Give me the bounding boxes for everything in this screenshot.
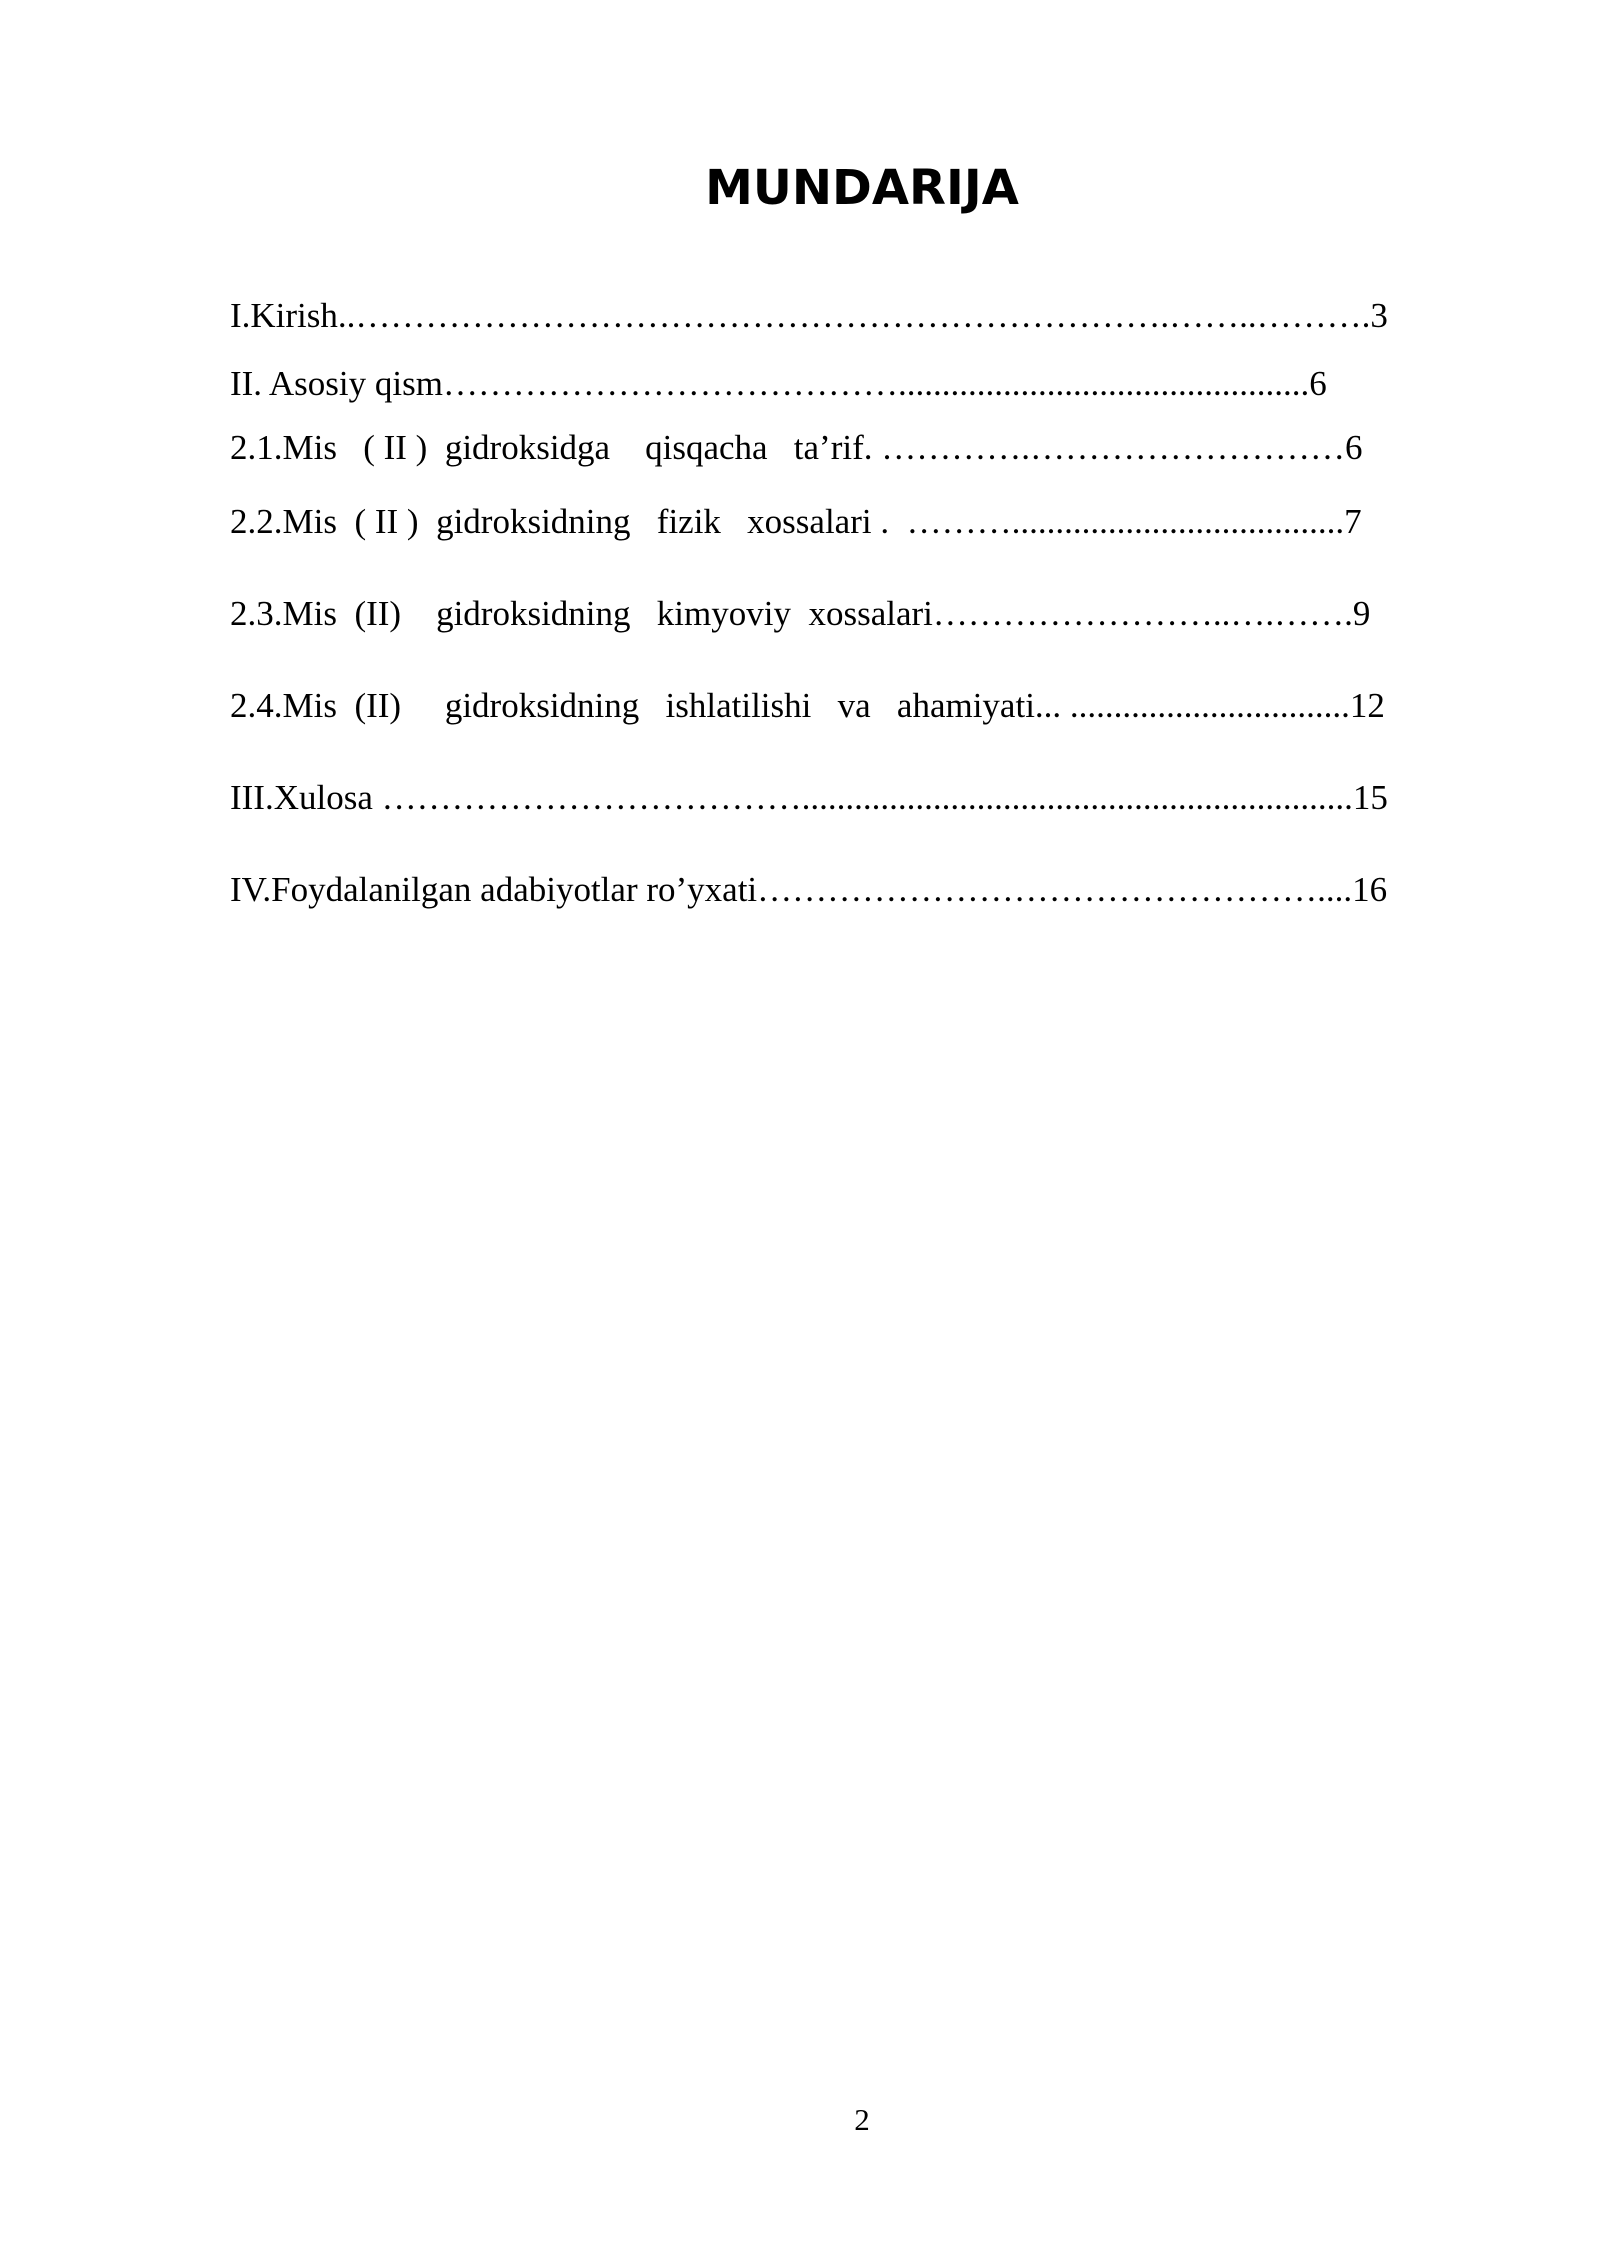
toc-entry-2-2: 2.2.Mis ( II ) gidroksidning fizik xossalari . ………......................................7	[230, 502, 1362, 541]
page-number: 2	[854, 2102, 870, 2137]
toc-entry-2-3: 2.3.Mis (II) gidroksidning kimyoviy xossalari……………………..….…….9	[230, 594, 1371, 633]
toc-entry-asosiy-qism: II. Asosiy qism…………………………………...............................................6	[230, 364, 1327, 403]
toc-entry-2-4: 2.4.Mis (II) gidroksidning ishlatilishi va ahamiyati... ................................12	[230, 686, 1385, 725]
toc-entry-2-1: 2.1.Mis ( II ) gidroksidga qisqacha ta’rif. ………….………………………6	[230, 428, 1363, 467]
toc-entry-kirish: I.Kirish..…………………………………………………………….……..……….3	[230, 296, 1388, 335]
toc-entry-xulosa: III.Xulosa ………………………………...............................................................15	[230, 778, 1388, 817]
table-of-contents	[230, 0, 1500, 1000]
toc-entry-adabiyotlar: IV.Foydalanilgan adabiyotlar ro’yxati…………………………………………....16	[230, 870, 1388, 909]
page-title: MUNDARIJA	[705, 160, 1019, 216]
